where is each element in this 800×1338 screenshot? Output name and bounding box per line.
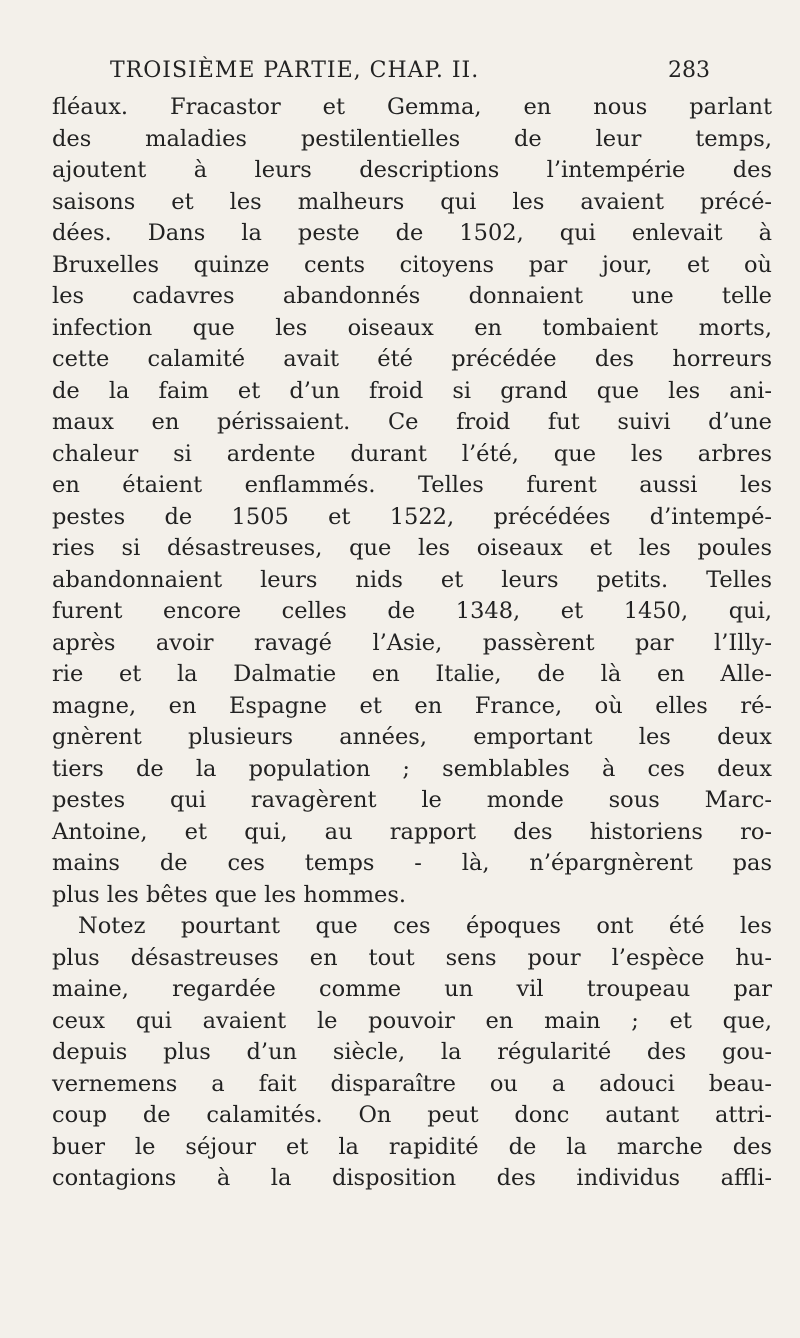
- text-line: maux en périssaient. Ce froid fut suivi d’une: [52, 409, 772, 435]
- body-text: [52, 92, 772, 1195]
- text-line: mains de ces temps - là, n’épargnèrent pas: [52, 850, 772, 876]
- text-line: abandonnaient leurs nids et leurs petits. Telles: [52, 566, 772, 593]
- text-line: dées. Dans la peste de 1502, qui enlevait à: [52, 220, 772, 246]
- paragraph-start-line: Notez pourtant que ces époques ont été les: [78, 913, 772, 939]
- text-line: ceux qui avaient le pouvoir en main ; et que,: [52, 1007, 772, 1034]
- text-line: gnèrent plusieurs années, emportant les deux: [52, 724, 772, 750]
- text-line: buer le séjour et la rapidité de la marche des: [52, 1133, 772, 1160]
- text-line: pestes de 1505 et 1522, précédées d’intempé-: [52, 503, 772, 530]
- text-line: en étaient enflammés. Telles furent aussi les: [52, 472, 772, 498]
- page-number: 283: [668, 58, 710, 83]
- text-line: contagions à la disposition des individus affli-: [52, 1165, 772, 1191]
- text-line: pestes qui ravagèrent le monde sous Marc-: [52, 787, 772, 813]
- text-line: furent encore celles de 1348, et 1450, qui,: [52, 598, 772, 624]
- text-line: chaleur si ardente durant l’été, que les arbres: [52, 440, 772, 467]
- text-line: Antoine, et qui, au rapport des historiens ro-: [52, 818, 772, 845]
- text-line: infection que les oiseaux en tombaient morts,: [52, 314, 772, 341]
- text-line: cette calamité avait été précédée des horreurs: [52, 346, 772, 372]
- text-line: plus les bêtes que les hommes.: [52, 881, 407, 908]
- running-title: TROISIÈME PARTIE, CHAP. II.: [110, 58, 480, 83]
- text-line: des maladies pestilentielles de leur temps,: [52, 125, 772, 152]
- text-line: Bruxelles quinze cents citoyens par jour, et où: [52, 251, 772, 278]
- text-line: maine, regardée comme un vil troupeau par: [52, 976, 772, 1002]
- text-line: rie et la Dalmatie en Italie, de là en Alle-: [52, 661, 772, 687]
- text-line: après avoir ravagé l’Asie, passèrent par l’Illy-: [52, 629, 772, 656]
- text-line: fléaux. Fracastor et Gemma, en nous parlant: [52, 94, 772, 120]
- text-line: de la faim et d’un froid si grand que les ani-: [52, 377, 772, 404]
- text-line: vernemens a fait disparaître ou a adouci beau-: [52, 1070, 772, 1097]
- text-line: coup de calamités. On peut donc autant attri-: [52, 1102, 772, 1128]
- text-line: les cadavres abandonnés donnaient une telle: [52, 283, 772, 309]
- text-line: depuis plus d’un siècle, la régularité des gou-: [52, 1039, 772, 1065]
- text-line: saisons et les malheurs qui les avaient précé-: [52, 188, 772, 215]
- text-line: magne, en Espagne et en France, où elles ré-: [52, 692, 772, 719]
- text-line: ries si désastreuses, que les oiseaux et les poules: [52, 535, 772, 561]
- text-line: ajoutent à leurs descriptions l’intempérie des: [52, 157, 772, 183]
- text-line: plus désastreuses en tout sens pour l’espèce hu-: [52, 944, 772, 971]
- text-line: tiers de la population ; semblables à ces deux: [52, 755, 772, 782]
